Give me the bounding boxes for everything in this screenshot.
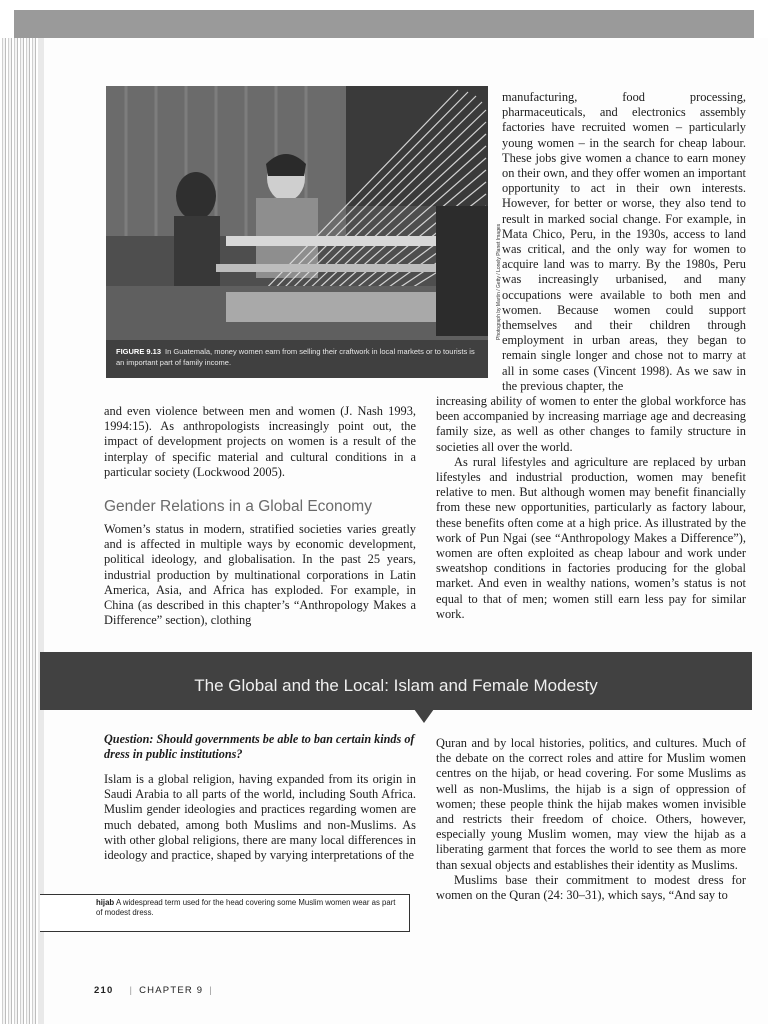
paragraph: Women’s status in modern, stratified societies varies greatly and is affected in multiple ways by economic development, political ideology, and globalisation. In the past 25 years, industrial production by multinational corporations in Latin America, Asia, and Africa has exploded. For example, in China (as described in this chapter’s “Anthropology Makes a Difference” section), clothing bbox=[104, 522, 416, 628]
chapter-label: CHAPTER 9 bbox=[139, 985, 204, 996]
loom-illustration bbox=[106, 86, 488, 378]
glossary-definition: A widespread term used for the head covering some Muslim women wear as part of modest dress. bbox=[96, 898, 396, 917]
figure-caption bbox=[106, 340, 488, 378]
left-column-section-text bbox=[104, 522, 416, 628]
feature-banner-title: The Global and the Local: Islam and Female Modesty bbox=[194, 676, 598, 695]
right-column-bottom-text bbox=[436, 736, 746, 903]
paragraph: As rural lifestyles and agriculture are replaced by urban lifestyles and industrial production, women may benefit relative to men. But although women may benefit financially from these new opportunities, particularly as factory labour, these benefits often come at a high price. As illustrated by the work of Pun Ngai (see “Anthropology Makes a Difference”), women are often exploited as cheap labour and work under sweatshop conditions in factories producing for the global market. And even in wealthy nations, women’s status is not equal to that of men; women still earn less pay for similar work. bbox=[436, 454, 746, 621]
paragraph: Muslims base their commitment to modest dress for women on the Quran (24: 30–31), which says, “And say to bbox=[436, 872, 746, 903]
figure-caption-text: In Guatemala, money women earn from selling their craftwork in local markets or to tourists is an important part of family income. bbox=[116, 347, 475, 367]
scanner-top-bar bbox=[14, 10, 754, 40]
right-column-top-text bbox=[502, 90, 746, 394]
footer-separator: | bbox=[209, 985, 213, 996]
paragraph: Quran and by local histories, politics, and cultures. Much of the debate on the correct roles and attire for Muslim women centres on the hijab, or head covering. For some Muslims as well as non-Muslims, the hijab is a sign of oppression of women; these people think the hijab makes women invisible and restricts their freedom of choice. Others, however, especially young Muslim women, may view the hijab as a liberating garment that forces the world to see them as more than sexual objects and establishes their identity as Muslims. bbox=[436, 736, 746, 872]
page-number: 210 bbox=[94, 985, 114, 996]
banner-notch bbox=[414, 709, 434, 723]
right-column-full-text bbox=[436, 394, 746, 622]
paragraph: manufacturing, food processing, pharmaceuticals, and electronics assembly factories have recruited women – particularly young women – in the search for cheap labour. These jobs give women a chance to earn money on their own, and they offer women an important opportunity to act in their own interests. However, for better or worse, they also tend to result in marked social change. For example, in Mata Chico, Peru, in the 1930s, access to land was critical, and the only way for women to acquire land was to marry. By the 1980s, Peru was increasingly urbanised, and many occupations were available to both men and women. Because women could support themselves and their children through employment in urban areas, they began to remain single longer and chose not to marry at all in some cases (Vincent 1998). As we saw in the previous chapter, the bbox=[502, 90, 746, 393]
left-column-bottom-text bbox=[104, 772, 416, 863]
paragraph: increasing ability of women to enter the global workforce has been accompanied by increasing marriage age and decreasing family size, as well as other changes to family structure in societies all over the world. bbox=[436, 394, 746, 454]
glossary-box bbox=[40, 894, 410, 932]
paragraph: Islam is a global religion, having expanded from its origin in Saudi Arabia to all parts of the world, including South Africa. Muslim gender ideologies and practices regarding women are much debated, among both Muslims and non-Muslims. As with other global religions, there are many local differences in ideology and practice, shaped by varying interpretations of the bbox=[104, 772, 416, 863]
paragraph: and even violence between men and women (J. Nash 1993, 1994:15). As anthropologists increasingly point out, the impact of development projects on women is a result of the interplay of specific material and cultural conditions in a particular society (Lockwood 2005). bbox=[104, 404, 416, 479]
glossary-term: hijab bbox=[96, 898, 115, 907]
footer-separator: | bbox=[129, 985, 134, 996]
section-heading: Gender Relations in a Global Economy bbox=[104, 498, 372, 515]
left-column-top-text bbox=[104, 404, 416, 480]
figure-label: FIGURE 9.13 bbox=[116, 347, 162, 356]
feature-question: Question: Should governments be able to ban certain kinds of dress in public institutions? bbox=[104, 732, 415, 761]
page-footer bbox=[94, 985, 219, 996]
figure-photo-weaver bbox=[106, 86, 488, 378]
